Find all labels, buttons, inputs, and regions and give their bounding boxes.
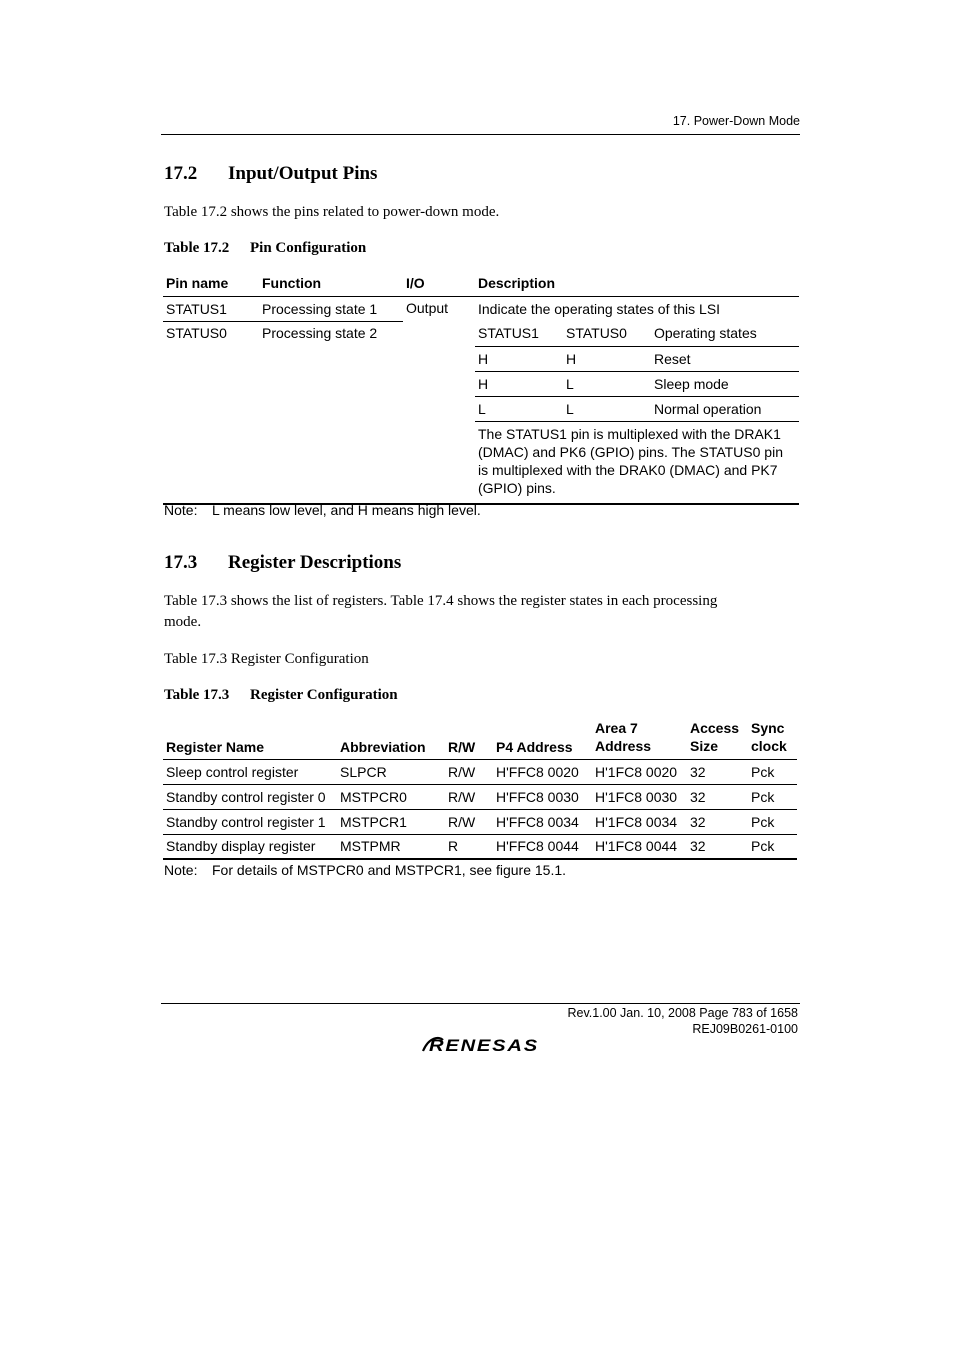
table-row [163, 809, 797, 834]
table-17-3-note [164, 862, 566, 878]
header-rw: R/W [445, 718, 493, 759]
note-label: Note: [164, 502, 198, 518]
function-cell: Processing state 1 [259, 296, 403, 321]
area7-address-cell: H'1FC8 0034 [592, 809, 687, 834]
access-size-cell: 32 [687, 784, 748, 809]
description-note-line: (DMAC) and PK6 (GPIO) pins. The STATUS0 pin [478, 443, 783, 460]
register-name-cell: Standby control register 0 [163, 784, 337, 809]
sync-clock-cell: Pck [748, 809, 797, 834]
section-heading-17-3 [164, 552, 401, 574]
rw-cell: R/W [445, 759, 493, 784]
access-size-cell: 32 [687, 809, 748, 834]
header-register-name: Register Name [163, 718, 337, 759]
function-cell: Processing state 2 [262, 324, 378, 341]
state-header-operating: Operating states [651, 321, 799, 346]
table-row [163, 784, 797, 809]
header-p4-address: P4 Address [493, 718, 592, 759]
header-abbreviation: Abbreviation [337, 718, 445, 759]
io-cell: Output [406, 299, 449, 316]
area7-address-cell: H'1FC8 0044 [592, 834, 687, 859]
state-status1: H [475, 346, 563, 371]
header-area7-address: Area 7 Address [592, 718, 687, 759]
footer-revision [500, 1005, 798, 1037]
table-17-3-caption [164, 687, 398, 704]
description-note [475, 421, 799, 504]
intro-line: mode. [164, 614, 202, 630]
rw-cell: R/W [445, 809, 493, 834]
footer-doc-number: REJ09B0261-0100 [692, 1022, 798, 1036]
area7-address-cell: H'1FC8 0020 [592, 759, 687, 784]
pin-name-cell: STATUS1 [163, 296, 259, 321]
svg-text:RENESAS: RENESAS [429, 1036, 539, 1055]
header-sync-clock: Sync clock [748, 718, 797, 759]
table-17-2-caption [164, 240, 366, 257]
state-status0: L [563, 371, 651, 396]
state-status1: L [475, 396, 563, 421]
header-rule [161, 134, 800, 135]
section-title: Register Descriptions [228, 552, 402, 573]
register-configuration-table [163, 718, 797, 860]
description-note-line: (GPIO) pins. [478, 479, 556, 496]
table-row [163, 834, 797, 859]
section-number: 17.2 [164, 163, 198, 184]
intro-line: Table 17.3 shows the list of registers. Table 17.4 shows the register states in each processing [164, 593, 718, 609]
description-note-line: The STATUS1 pin is multiplexed with the DRAK1 [478, 425, 781, 442]
p4-address-cell: H'FFC8 0034 [493, 809, 592, 834]
caption-title: Pin Configuration [250, 240, 367, 256]
abbreviation-cell: SLPCR [337, 759, 445, 784]
p4-address-cell: H'FFC8 0030 [493, 784, 592, 809]
section-17-3-intro [164, 591, 794, 633]
abbreviation-cell: MSTPMR [337, 834, 445, 859]
header-function: Function [259, 271, 403, 296]
area7-address-cell: H'1FC8 0030 [592, 784, 687, 809]
p4-address-cell: H'FFC8 0020 [493, 759, 592, 784]
register-name-cell: Standby control register 1 [163, 809, 337, 834]
caption-number: Table 17.3 [164, 687, 230, 703]
state-operating: Sleep mode [651, 371, 799, 396]
state-status0: H [563, 346, 651, 371]
table-17-2-note [164, 502, 481, 518]
state-status0: L [563, 396, 651, 421]
note-text: For details of MSTPCR0 and MSTPCR1, see figure 15.1. [212, 862, 567, 878]
footer-rule [161, 1003, 800, 1004]
sync-clock-cell: Pck [748, 834, 797, 859]
renesas-logo [421, 1034, 543, 1061]
table-row [163, 296, 799, 321]
access-size-cell: 32 [687, 834, 748, 859]
table-row [163, 321, 799, 346]
note-label: Note: [164, 862, 198, 878]
register-name-cell: Sleep control register [163, 759, 337, 784]
section-17-2-intro: Table 17.2 shows the pins related to power-down mode. [164, 204, 500, 220]
p4-address-cell: H'FFC8 0044 [493, 834, 592, 859]
footer-rev-line: Rev.1.00 Jan. 10, 2008 Page 783 of 1658 [567, 1006, 798, 1020]
description-note-line: is multiplexed with the DRAK0 (DMAC) and PK7 [478, 461, 778, 478]
register-name-cell: Standby display register [163, 834, 337, 859]
caption-number: Table 17.2 [164, 240, 230, 256]
header-io: I/O [403, 271, 475, 296]
header-pin-name: Pin name [163, 271, 259, 296]
abbreviation-cell: MSTPCR0 [337, 784, 445, 809]
note-text: L means low level, and H means high level. [212, 502, 481, 518]
state-operating: Normal operation [651, 396, 799, 421]
plain-caption: Table 17.3 Register Configuration [164, 651, 369, 667]
description-intro: Indicate the operating states of this LSI [478, 300, 721, 317]
table-header-row [163, 271, 799, 296]
rw-cell: R [445, 834, 493, 859]
state-header-status0: STATUS0 [563, 321, 651, 346]
state-operating: Reset [651, 346, 799, 371]
header-access-size: Access Size [687, 718, 748, 759]
section-number: 17.3 [164, 552, 198, 573]
pin-configuration-table [163, 271, 799, 505]
abbreviation-cell: MSTPCR1 [337, 809, 445, 834]
running-header: 17. Power-Down Mode [672, 114, 800, 128]
state-status1: H [475, 371, 563, 396]
sync-clock-cell: Pck [748, 784, 797, 809]
section-heading-17-2 [164, 163, 377, 185]
rw-cell: R/W [445, 784, 493, 809]
access-size-cell: 32 [687, 759, 748, 784]
table-header-row [163, 718, 797, 759]
header-description: Description [475, 271, 799, 296]
sync-clock-cell: Pck [748, 759, 797, 784]
table-row [163, 759, 797, 784]
section-title: Input/Output Pins [228, 163, 378, 184]
state-header-status1: STATUS1 [475, 321, 563, 346]
caption-title: Register Configuration [250, 687, 398, 703]
pin-name-cell: STATUS0 [166, 324, 227, 341]
